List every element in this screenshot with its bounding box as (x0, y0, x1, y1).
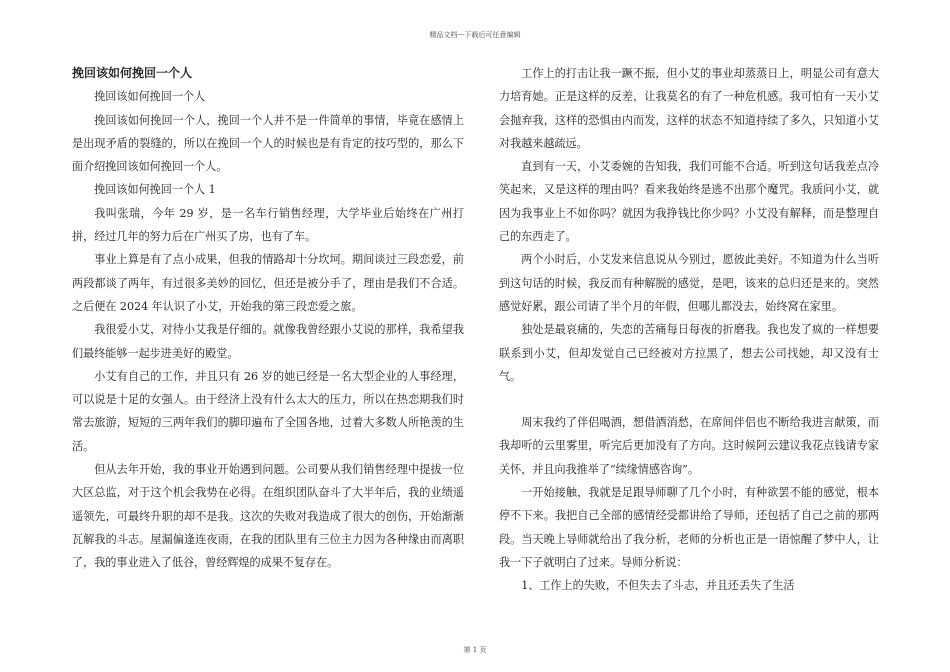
document-title: 挽回该如何挽回一个人 (72, 66, 193, 80)
paragraph: 工作上的打击让我一蹶不振，但小艾的事业却蒸蒸日上，明显公司有意大力培育她。正是这样的反差，让我莫名的有了一种危机感。我可怕有一天小艾会抛弃我，这样的恐惧由内而发，这样的状态不知道持续了多久，只知道小艾对我越来越疏远。 (499, 67, 879, 150)
page-header: 精品文档---下载后可任意编辑 (429, 31, 521, 39)
paragraph: 事业上算是有了点小成果，但我的情路却十分坎坷。期间谈过三段恋爱，前两段都谈了两年，有过很多美妙的回忆，但还是被分手了，理由是我们不合适。之后便在 2024 年认识了小艾，开始我的第三段恋爱之旅。 (72, 253, 464, 313)
paragraph: 我很爱小艾，对待小艾我是仔细的。就像我曾经跟小艾说的那样，我希望我们最终能够一起步进美好的殿堂。 (72, 323, 464, 360)
paragraph: 周末我约了伴侣喝酒，想借酒消愁，在席间伴侣也不断给我进言献策，而我却听的云里雾里，听完后更加没有了方向。这时候阿云建议我花点钱请专家关怀，并且向我推举了“续缘情感咨询”。 (499, 416, 879, 476)
paragraph: 但从去年开始，我的事业开始遇到问题。公司要从我们销售经理中提拔一位大区总监，对于这个机会我势在必得。在组织团队奋斗了大半年后，我的业绩遥遥领先，可最终升职的却不是我。这次的失败对我造成了很大的创伤，开始渐渐瓦解我的斗志。屋漏偏逢连夜雨，在我的团队里有三位主力因为各种缘由而离职了，我的事业进入了低谷，曾经辉煌的成果不复存在。 (72, 463, 464, 570)
list-item: 1、工作上的失败，不但失去了斗志，并且还丢失了生活 (521, 579, 795, 593)
paragraph: 两个小时后，小艾发来信息说从今别过，愿彼此美好。不知道为什么当听到这句话的时候，我反而有种解脱的感觉，是吧，该来的总归还是来的。突然感觉好累，跟公司请了半个月的年假，但哪儿都没去，始终窝在家里。 (499, 253, 879, 313)
left-column (72, 62, 464, 575)
section-heading: 挽回该如何挽回一个人 1 (94, 183, 216, 197)
page-footer: 第 1 页 (463, 646, 487, 654)
paragraph: 直到有一天，小艾委婉的告知我，我们可能不合适。听到这句话我差点冷笑起来，又是这样的理由吗？看来我始终是逃不出那个魔咒。我质问小艾，就因为我事业上不如你吗？就因为我挣钱比你少吗？小艾没有解释，而是整理自己的东西走了。 (499, 160, 879, 244)
paragraph: 独处是最哀痛的，失恋的苦痛每日每夜的折磨我。我也发了疯的一样想要联系到小艾，但却发觉自己已经被对方拉黑了，想去公司找她，却又没有士气。 (499, 323, 879, 383)
right-column (499, 62, 879, 598)
paragraph: 小艾有自己的工作，并且只有 26 岁的她已经是一名大型企业的人事经理，可以说是十足的女强人。由于经济上没有什么太大的压力，所以在热恋期我们时常去旅游，短短的三两年我们的脚印遍布了全国各地，过着大多数人所艳羡的生活。 (72, 369, 464, 453)
paragraph: 我叫张瑞，今年 29 岁，是一名车行销售经理，大学毕业后始终在广州打拼，经过几年的努力后在广州买了房，也有了车。 (72, 206, 464, 244)
paragraph: 挽回该如何挽回一个人，挽回一个人并不是一件简单的事情，毕竟在感情上是出现矛盾的裂缝的，所以在挽回一个人的时候也是有肯定的技巧型的，那么下面介绍挽回该如何挽回一个人。 (72, 113, 464, 174)
paragraph: 一开始接触，我就是足跟导师聊了几个小时，有种欲罢不能的感觉，根本停不下来。我把自己全部的感情经受都讲给了导师，还包括了自己之前的那两段。当天晚上导师就给出了我分析，老师的分析也正是一语惊醒了梦中人，让我一下子就明白了过来。导师分析说： (499, 486, 879, 569)
paragraph: 挽回该如何挽回一个人 (94, 90, 206, 104)
